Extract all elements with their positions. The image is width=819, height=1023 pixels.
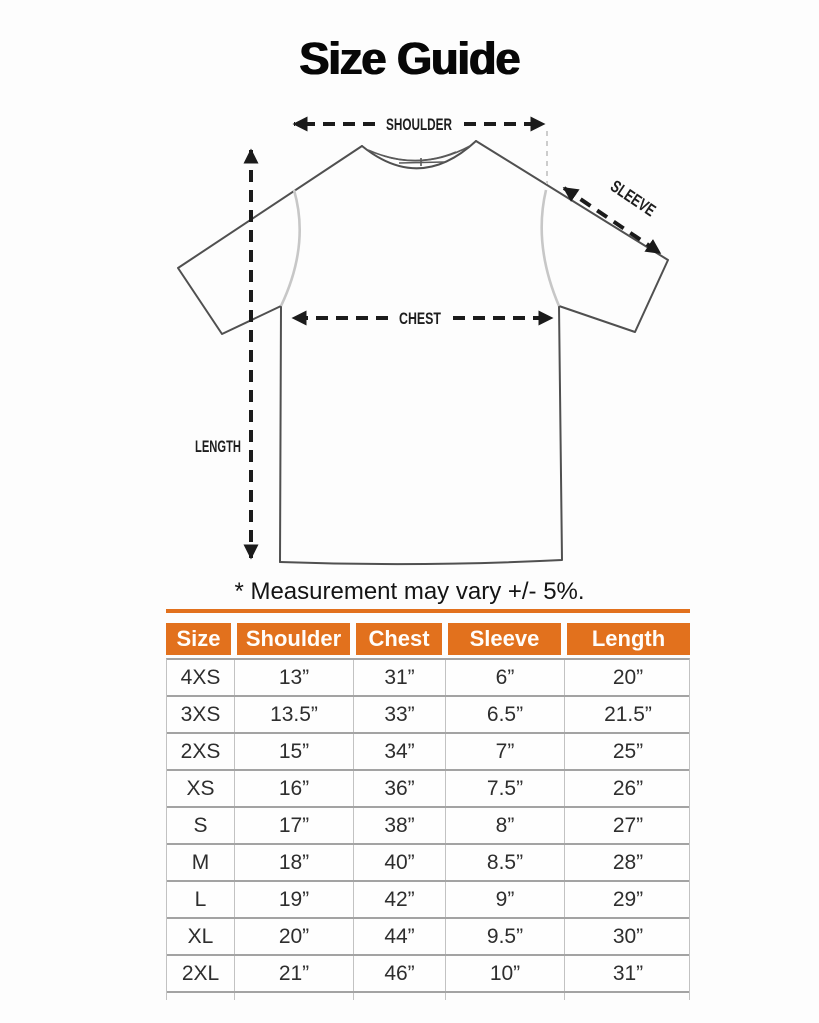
table-top-accent-strip <box>166 609 690 613</box>
cell-chest: 33” <box>354 697 446 732</box>
table-row <box>167 660 689 697</box>
cell-length: 27” <box>612 813 644 837</box>
header-shoulder: Shoulder <box>237 623 350 655</box>
table-row <box>167 956 689 993</box>
cell-sleeve: 7” <box>446 734 565 769</box>
cell-size: 2XS <box>167 734 235 769</box>
cell-shoulder: 13” <box>235 660 354 695</box>
cell-shoulder: 17” <box>235 808 354 843</box>
cell-size: 3XS <box>167 697 235 732</box>
table-row <box>167 734 689 771</box>
size-table <box>166 609 690 1000</box>
cell-shoulder: 15” <box>235 734 354 769</box>
table-row <box>167 919 689 956</box>
cell-size: M <box>167 845 235 880</box>
cell-length: 21.5” <box>604 702 652 726</box>
table-row <box>167 771 689 808</box>
cropped-next-row <box>166 993 690 1000</box>
collar-band <box>384 152 456 161</box>
sleeve-label: SLEEVE <box>607 176 674 230</box>
cell-length: 28” <box>612 850 644 874</box>
table-row <box>167 882 689 919</box>
cell-shoulder: 13.5” <box>235 697 354 732</box>
header-sleeve: Sleeve <box>448 623 561 655</box>
cell-chest: 44” <box>354 919 446 954</box>
page-title: Size Guide <box>299 33 520 84</box>
cell-length: 20” <box>612 665 644 689</box>
cell-chest: 31” <box>354 660 446 695</box>
table-row <box>167 697 689 734</box>
cell-shoulder: 21” <box>235 956 354 991</box>
cell-chest: 38” <box>354 808 446 843</box>
cell-sleeve: 7.5” <box>446 771 565 806</box>
cell-length: 31” <box>612 961 644 985</box>
cell-shoulder: 16” <box>235 771 354 806</box>
cell-chest: 46” <box>354 956 446 991</box>
header-length: Length <box>567 623 690 655</box>
cell-size: XL <box>167 919 235 954</box>
cell-sleeve: 6.5” <box>446 697 565 732</box>
cell-sleeve: 6” <box>446 660 565 695</box>
cell-sleeve: 9.5” <box>446 919 565 954</box>
cell-length: 25” <box>612 739 644 763</box>
cell-shoulder: 19” <box>235 882 354 917</box>
left-armhole-seam <box>281 190 300 306</box>
table-row <box>167 808 689 845</box>
cell-size: XS <box>167 771 235 806</box>
cell-size: 4XS <box>167 660 235 695</box>
cell-size: 2XL <box>167 956 235 991</box>
header-chest: Chest <box>356 623 442 655</box>
cell-sleeve: 10” <box>446 956 565 991</box>
cell-chest: 36” <box>354 771 446 806</box>
table-body <box>166 658 690 993</box>
shoulder-label: SHOULDER <box>386 115 452 134</box>
cell-chest: 34” <box>354 734 446 769</box>
chest-label: CHEST <box>399 309 442 328</box>
cell-shoulder: 20” <box>235 919 354 954</box>
cell-size: S <box>167 808 235 843</box>
cell-sleeve: 9” <box>446 882 565 917</box>
cell-chest: 42” <box>354 882 446 917</box>
table-header-row <box>166 623 690 655</box>
cell-length: 26” <box>612 776 644 800</box>
table-row <box>167 845 689 882</box>
cell-sleeve: 8” <box>446 808 565 843</box>
cell-size: L <box>167 882 235 917</box>
header-size: Size <box>166 623 231 655</box>
right-armhole-seam <box>542 190 559 306</box>
measurement-disclaimer: * Measurement may vary +/- 5%. <box>234 578 585 605</box>
length-label: LENGTH <box>195 437 241 456</box>
cell-length: 29” <box>612 887 644 911</box>
cell-shoulder: 18” <box>235 845 354 880</box>
cell-length: 30” <box>612 924 644 948</box>
cell-sleeve: 8.5” <box>446 845 565 880</box>
cell-chest: 40” <box>354 845 446 880</box>
